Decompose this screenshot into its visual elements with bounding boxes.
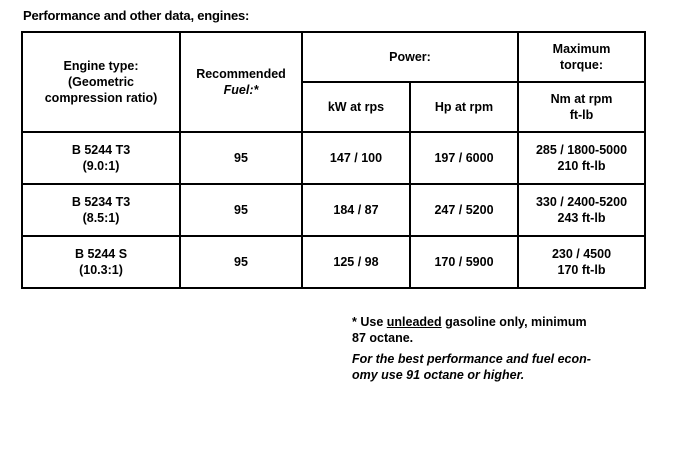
table-header-row [22,32,645,82]
torque-cell: 330 / 2400-5200 243 ft-lb [518,184,645,236]
page-heading: Performance and other data, engines: [23,8,250,23]
hp-cell: 197 / 6000 [410,132,518,184]
engine-cell: B 5244 S (10.3:1) [22,236,180,288]
header-engine-type: Engine type: (Geometric compression ratio) [22,32,180,132]
fuel-cell: 95 [180,184,302,236]
header-nm-at-rpm: Nm at rpm ft-lb [518,82,645,132]
table-row [22,236,645,288]
kw-cell: 147 / 100 [302,132,410,184]
kw-cell: 184 / 87 [302,184,410,236]
hp-cell: 247 / 5200 [410,184,518,236]
hp-cell: 170 / 5900 [410,236,518,288]
table-row [22,184,645,236]
header-maximum-torque: Maximum torque: [518,32,645,82]
header-hp-at-rpm: Hp at rpm [410,82,518,132]
engine-cell: B 5244 T3 (9.0:1) [22,132,180,184]
table-row [22,132,645,184]
torque-cell: 230 / 4500 170 ft-lb [518,236,645,288]
kw-cell: 125 / 98 [302,236,410,288]
engine-performance-table [21,31,646,289]
octane-recommendation: For the best performance and fuel econ- omy use 91 octane or higher. [352,352,591,382]
unleaded-emphasis: unleaded [386,315,442,329]
fuel-footnote: * Use unleaded gasoline only, minimum 87 octane. [352,315,587,345]
engine-cell: B 5234 T3 (8.5:1) [22,184,180,236]
torque-cell: 285 / 1800-5000 210 ft-lb [518,132,645,184]
header-kw-at-rps: kW at rps [302,82,410,132]
fuel-cell: 95 [180,236,302,288]
header-power: Power: [302,32,518,82]
fuel-cell: 95 [180,132,302,184]
header-recommended-fuel: Recommended Fuel:* [180,32,302,132]
